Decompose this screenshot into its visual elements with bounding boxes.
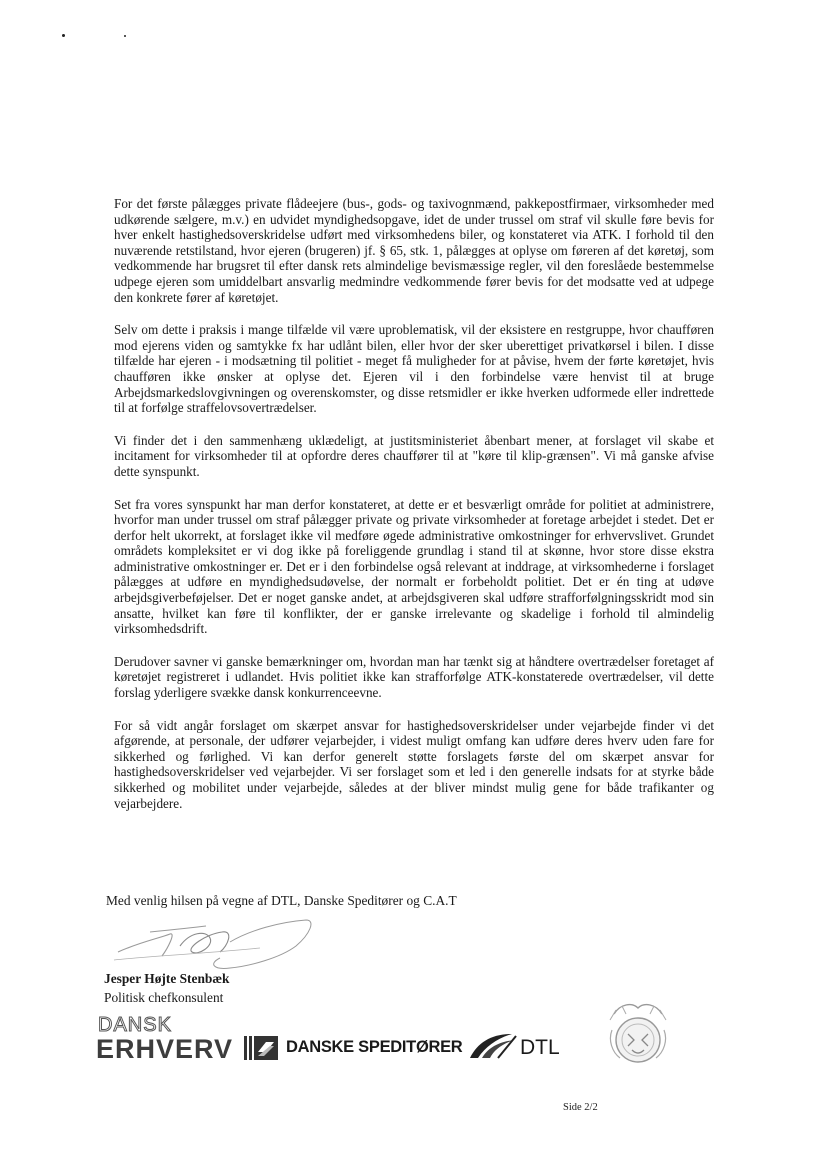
scan-speck <box>62 34 65 37</box>
paragraph: Derudover savner vi ganske bemærkninger om, hvordan man har tænkt sig at håndtere overtrædelser foretaget af køretøjet registreret i udlandet. Hvis politiet ikke kan strafforfølge ATK-konstaterede overtrædelser, vil dette forslag yderligere svække dansk konkurrenceevne. <box>114 653 714 701</box>
dansk-erhverv-logo <box>96 1014 236 1066</box>
dtl-swoosh-icon <box>468 1030 518 1060</box>
cat-crest-icon <box>606 1000 670 1068</box>
scan-speck <box>124 35 126 37</box>
danske-speditorer-logo <box>244 1034 464 1062</box>
signer-title: Politisk chefkonsulent <box>104 990 224 1005</box>
paragraph: For så vidt angår forslaget om skærpet ansvar for hastighedsoverskridelser under vejarbejde finder vi det afgørende, at personale, der udfører vejarbejder, i videst muligt omfang kan udføre deres hverv uden fare for sikkerhed og førlighed. Vi kan derfor generelt støtte forslagets første del om skærpet ansvar for hastighedsoverskridelser ved vejarbejder. Vi ser forslaget som et led i den generelle indsats for at styrke både sikkerhed og mobilitet under vejarbejde, således at der bliver mindst mulig gene for både trafikanter og vejarbejdere. <box>114 717 714 811</box>
scan-specks <box>60 30 140 40</box>
paragraph: Set fra vores synspunkt har man derfor konstateret, at dette er et besværligt område for politiet at administrere, hvorfor man under trussel om straf pålægger private og private virksomheder at foretage arbejdet i stedet. Det er derfor helt ukorrekt, at forslaget ikke vil medføre øgede administrative omkostninger for erhvervslivet. Grundet områdets kompleksitet er vi dog ikke på foreliggende grundlag i stand til at skønne, hvor store disse ekstra administrative omkostninger er. Det er i den forbindelse også relevant at inddrage, at virksomhederne i forslaget pålægges at udføre en myndighedsudøvelse, der normalt er forbeholdt politiet. Det er én ting at udøve arbejdsgiverbeføjelser. Det er noget ganske andet, at arbejdsgiveren skal udføre strafforfølgningsskridt mod sin ansatte, hvilket kan føre til konflikter, der er ganske irrelevante og skadelige i forhold til almindelig virksomhedsdrift. <box>114 496 714 637</box>
danske-speditorer-mark-icon <box>244 1034 280 1062</box>
paragraph: Selv om dette i praksis i mange tilfælde vil være uproblematisk, vil der eksistere en restgruppe, hvor chaufføren mod ejerens viden og samtykke fx har udlånt bilen, eller hvor der sker uberettiget privatkørsel i bilen. I disse tilfælde har ejeren - i modsætning til politiet - meget få muligheder for at påvise, hvem der førte køretøjet, hvis chaufføren ikke ønsker at oplyse det. Ejeren vil i den forbindelse være henvist til at bruge Arbejdsmarkedslovgivningen og overenskomster, og disse retsmidler er ikke hverken udformede eller indrettede til at forfølge straffelovsovertrædelser. <box>114 322 714 416</box>
page-number: Side 2/2 <box>563 1102 598 1113</box>
closing-line: Med venlig hilsen på vegne af DTL, Danske Speditører og C.A.T <box>106 893 457 908</box>
dansk-erhverv-logo-line2: ERHVERV <box>96 1034 234 1064</box>
danske-speditorer-logo-text: DANSKE SPEDITØRER <box>286 1038 463 1056</box>
dansk-erhverv-logo-line1: DANSK <box>98 1014 172 1036</box>
logo-row <box>96 1012 736 1074</box>
signer-name: Jesper Højte Stenbæk <box>104 971 230 986</box>
dtl-logo-text: DTL <box>520 1036 560 1059</box>
signer-block <box>104 969 504 1007</box>
paragraph: For det første pålægges private flådeejere (bus-, gods- og taxivognmænd, pakkepostfirmaer, virksomheder med udkørende sælgere, m.v.) en udvidet myndighedsopgave, idet de under trussel om straf vil skulle føre bevis for hver enkelt hastighedsoverskridelse udført med virksomhedens biler, og konstateret via ATK. I forhold til den nuværende retstilstand, hvor ejeren (brugeren) jf. § 65, stk. 1, pålægges at oplyse om føreren af det køretøj, som vedkommende har brugsret til efter dansk rets almindelige bevismæssige regler, vil den foreslåede bestemmelse udpege ejeren som umiddelbart ansvarlig medmindre vedkommende fører bevis for det modsatte ved at udpege den konkrete fører af køretøjet. <box>114 196 714 305</box>
paragraph: Vi finder det i den sammenhæng uklædeligt, at justitsministeriet åbenbart mener, at forslaget vil skabe et incitament for virksomheder til at opfordre deres chauffører til at "køre til klip-grænsen". Vi må ganske afvise dette synspunkt. <box>114 432 714 479</box>
dtl-logo <box>468 1030 578 1062</box>
letter-body <box>114 196 714 828</box>
handwritten-signature <box>110 912 330 974</box>
